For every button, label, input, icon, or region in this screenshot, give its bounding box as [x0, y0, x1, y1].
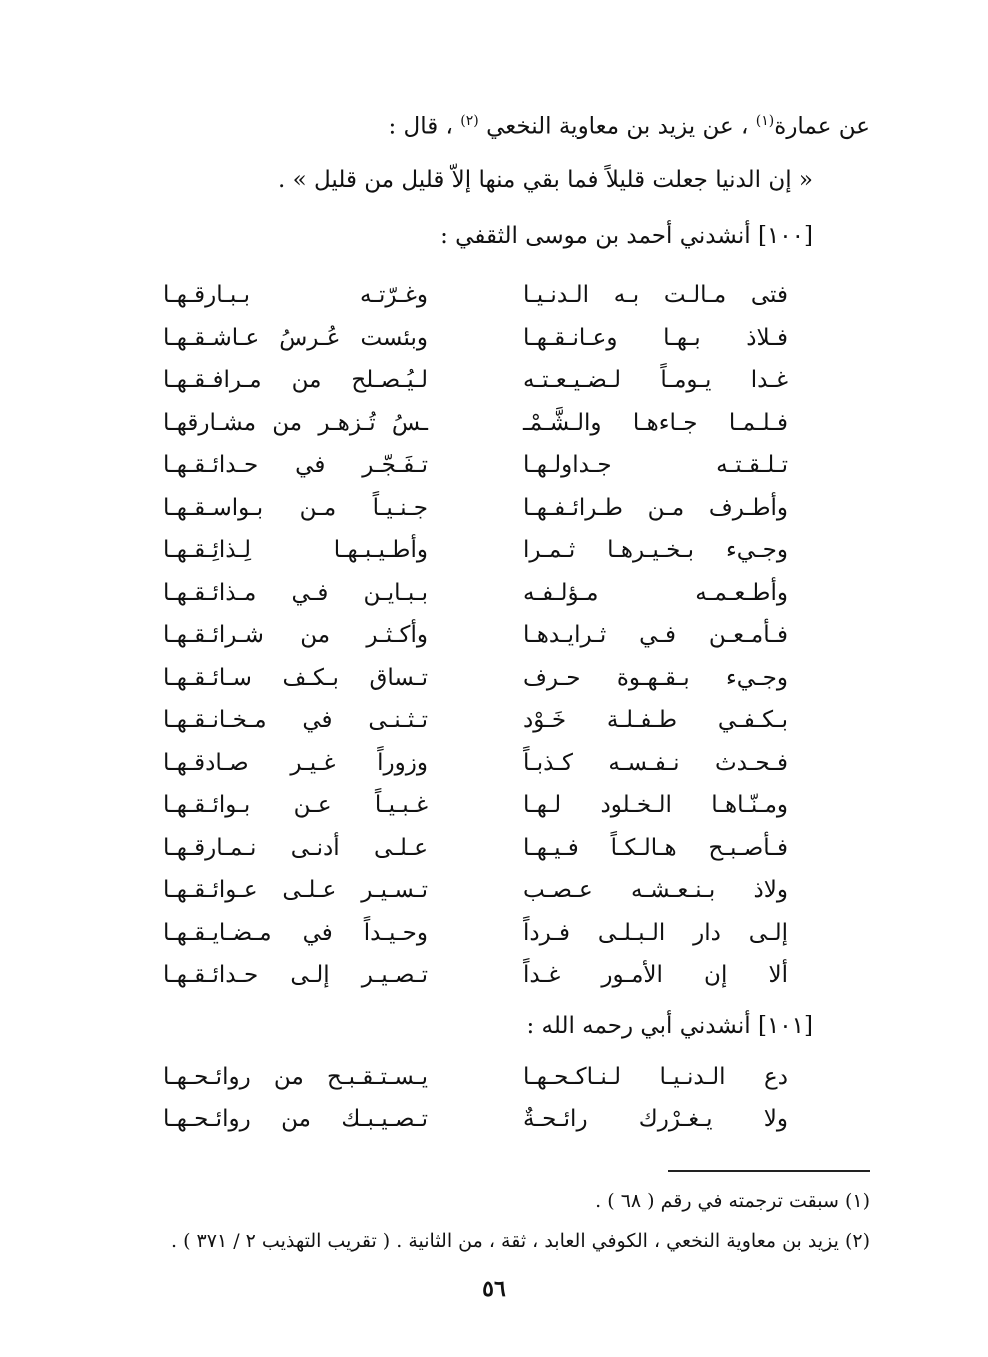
verse-first-hemistich: إلـى دار الـبـلـى فـرداً: [523, 919, 788, 946]
verse-second-hemistich: تـثـنـى في مـخـانـقـهـا: [163, 707, 428, 733]
verse-second-hemistich: وأكـثـر من شـرائـقـهـا: [163, 622, 428, 648]
verse-first-hemistich: وأطـعـمـه مـؤلـفـه: [523, 579, 788, 606]
verse-second-hemistich: عـلـى أدنـى نـمـارقـهـا: [163, 834, 428, 861]
verse-second-hemistich: وغـرّتـه بـبـارقـهـا: [163, 282, 428, 308]
verse-second-hemistich: تـسـيـر عـلـى عـوائـقـهـا: [163, 877, 428, 903]
verse-second-hemistich: ـسُ تُـزهـر من مشـارقهـا: [163, 409, 428, 436]
section-heading-100: [١٠٠] أنشدني أحمد بن موسى الثقفي :: [440, 223, 813, 249]
intro-text-b: ، عن يزيد بن معاوية النخعي: [478, 113, 756, 140]
hadith-quote: « إن الدنيا جعلت قليلاً فما بقي منها إلاّ قليل من قليل » .: [277, 167, 813, 193]
verse-first-hemistich: ولاذ بـنـعـشـه عـصـب: [523, 877, 788, 903]
verse-first-hemistich: وجـيء بـقـهـوة حـرف: [523, 664, 788, 691]
verse-first-hemistich: فـأصـبـح هـالـكـاً فـيـهـا: [523, 834, 788, 861]
intro-text-a: عن عمارة: [774, 113, 870, 140]
verse-first-hemistich: ألا إن الأمـور غـداً: [523, 962, 788, 988]
section-heading-101: [١٠١] أنشدني أبي رحمه الله :: [526, 1013, 813, 1039]
verse-second-hemistich: لـيُـصـلح من مـرافـقـهـا: [163, 367, 428, 393]
footnote-2: (٢) يزيد بن معاوية النخعي ، الكوفي العابد ، ثقة ، من الثانية . ( تقريب التهذيب ٢ / ٣٧١ ) .: [171, 1230, 870, 1252]
verse-second-hemistich: تـفَـجّـر في حـدائـقـهـا: [163, 452, 428, 478]
verse-first-hemistich: وأطـرف مـن طـرائـفـهـا: [523, 494, 788, 521]
verse-first-hemistich: فـلاذ بـهـا وعـانـقـهـا: [523, 324, 788, 351]
verse-first-hemistich: غـدا يـومـاً لـضـيـعـتـه: [523, 367, 788, 393]
intro-text-c: ، قال :: [388, 113, 461, 140]
footnote-separator: [668, 1170, 870, 1172]
verse-first-hemistich: فـأمـعـن فـي ثـرايـدهـا: [523, 622, 788, 648]
verse-first-hemistich: فـلـمـا جـاءهـا والـشَّـمْـ: [523, 409, 788, 436]
verse-first-hemistich: بـكـفـي طـفـلـة خَـوْد: [523, 707, 788, 733]
verse-second-hemistich: تـصـيـبـك من روائـحـهـا: [163, 1106, 428, 1132]
verse-second-hemistich: يـسـتـقـبـح من روائـحـهـا: [163, 1064, 428, 1090]
footnote-ref-1: (١): [755, 113, 775, 129]
footnote-1: (١) سبقت ترجمته في رقم ( ٦٨ ) .: [595, 1190, 870, 1212]
verse-first-hemistich: دع الـدنـيـا لـنـاكـحـهـا: [523, 1064, 788, 1090]
verse-second-hemistich: جـنـيـاً مـن بـواسـقـهـا: [163, 494, 428, 521]
verse-second-hemistich: تـساق بـكـف سـائـقـهـا: [163, 664, 428, 691]
intro-line: [388, 106, 870, 142]
verse-first-hemistich: ولا يـغـرْرك رائـحـةٌ: [523, 1106, 788, 1132]
page-number: ٥٦: [482, 1276, 506, 1302]
verse-first-hemistich: وجـيء بـخـيـرهـا ثـمـرا: [523, 537, 788, 563]
verse-first-hemistich: ومـنّـاهـا الـخـلود لـهـا: [523, 792, 788, 818]
verse-second-hemistich: تـصـيـر إلـى حـدائـقـهـا: [163, 962, 428, 988]
verse-second-hemistich: وأطـيـبـهـا لِـذائِـقـهـا: [163, 537, 428, 563]
verse-first-hemistich: فتى مـالـت بـه الـدنـيـا: [523, 282, 788, 308]
verse-first-hemistich: تـلـقـتـه جـداولـهـا: [523, 452, 788, 478]
verse-second-hemistich: غـبـيـاً عـن بـوائـقـهـا: [163, 792, 428, 818]
verse-second-hemistich: وبئست عُـرسُ عـاشـقـهـا: [163, 324, 428, 351]
verse-second-hemistich: بـبـايـن فـي مـذائـقـهـا: [163, 579, 428, 606]
verse-first-hemistich: فـحـدث نـفـسـه كـذبـاً: [523, 749, 788, 776]
footnote-ref-2: (٢): [460, 113, 479, 129]
verse-second-hemistich: وحـيـداً في مـضـايـقـهـا: [163, 919, 428, 946]
verse-second-hemistich: وزوراً غـيـر صـادقـهـا: [163, 749, 428, 776]
